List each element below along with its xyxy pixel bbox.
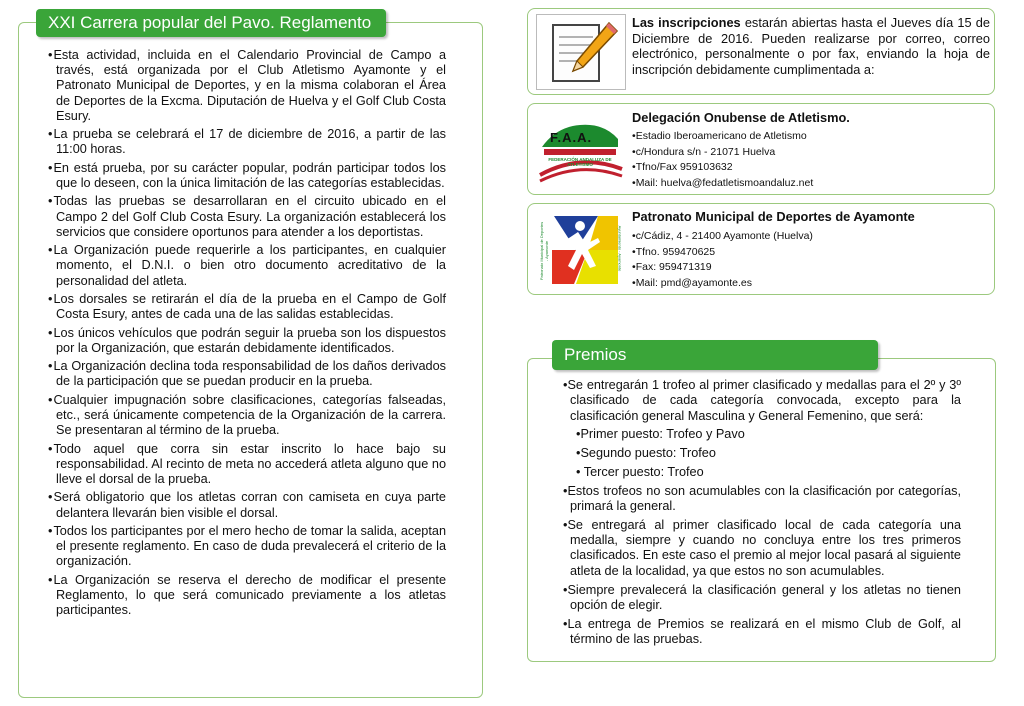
delegacion-title: Delegación Onubense de Atletismo. <box>632 110 850 125</box>
pmd-ayamonte-logo <box>536 210 624 290</box>
rule-item: • Todos los participantes por el mero hecho de tomar la salida, aceptan el presente reglamento. En caso de duda prevalecerá el criterio de la organización. <box>48 524 446 570</box>
patronato-contact-line: • c/Cádiz, 4 - 21400 Ayamonte (Huelva) <box>632 229 813 245</box>
rule-item: • Los dorsales se retirarán el día de la prueba en el Campo de Golf Costa Esury, antes de cada una de las salidas establecidas. <box>48 292 446 322</box>
faa-logo-subtext: FEDERACIÓN ANDALUZA DE ATLETISMO <box>548 157 612 167</box>
premio-item: • Se entregará al primer clasificado local de cada categoría una medalla, siempre y cuando no concluya entre los tres primeros clasificados. En este caso el premio al mejor local pasará al siguiente atleta de la localidad, ya que estos no son acumulables. <box>563 518 961 579</box>
premio-item: • Primer puesto: Trofeo y Pavo <box>563 427 961 442</box>
delegacion-contact-line: • Tfno/Fax 959103632 <box>632 160 813 176</box>
premio-item: • Siempre prevalecerá la clasificación general y los atletas no tienen opción de elegir. <box>563 583 961 614</box>
rule-item: • Será obligatorio que los atletas corran con camiseta en cuya parte delantera llevarán bien visible el dorsal. <box>48 490 446 520</box>
premio-item: • Estos trofeos no son acumulables con la clasificación por categorías, primará la general. <box>563 484 961 515</box>
rule-item: • La Organización se reserva el derecho de modificar el presente Reglamento, lo que será comunicado previamente a los atletas participantes. <box>48 573 446 619</box>
delegacion-card <box>527 103 995 195</box>
rule-item: • Esta actividad, incluida en el Calendario Provincial de Campo a través, está organizada por el Club Atletismo Ayamonte y el Patronato Municipal de Deportes, y en la misma colaboran el Área de Deportes de la Excma. Diputación de Huelva y el Golf Club Costa Esury. <box>48 48 446 124</box>
pmd-logo-text-left: Patronato Municipal de Deportes - Ayamonte <box>539 221 549 281</box>
delegacion-lines <box>632 129 813 191</box>
inscripciones-card <box>527 8 995 95</box>
pmd-logo-text-right: Ayuntamiento - Ayamonte <box>617 225 623 272</box>
faa-logo <box>536 113 624 185</box>
rule-item: • La Organización declina toda responsabilidad de los daños derivados de la participación que se puedan producir en la prueba. <box>48 359 446 389</box>
inscripciones-text <box>632 15 990 77</box>
patronato-title: Patronato Municipal de Deportes de Ayamonte <box>632 209 915 224</box>
patronato-card <box>527 203 995 295</box>
inscripciones-lead: Las inscripciones <box>632 15 741 30</box>
delegacion-contact-line: • Mail: huelva@fedatletismoandaluz.net <box>632 176 813 192</box>
rule-item: • La prueba se celebrará el 17 de diciembre de 2016, a partir de las 11:00 horas. <box>48 127 446 157</box>
premios-title: Premios <box>552 340 878 370</box>
rule-item: • Todo aquel que corra sin estar inscrito lo hace bajo su responsabilidad. Al recinto de meta no accederá atleta alguno que no lleve el dorsal de la prueba. <box>48 442 446 488</box>
premio-item: • Segundo puesto: Trofeo <box>563 446 961 461</box>
reglamento-title: XXI Carrera popular del Pavo. Reglamento <box>36 9 386 37</box>
premio-item: • Tercer puesto: Trofeo <box>563 465 961 480</box>
rule-item: • En está prueba, por su carácter popular, podrán participar todos los que lo deseen, con la única limitación de las categorías establecidas. <box>48 161 446 191</box>
rule-item: • Cualquier impugnación sobre clasificaciones, categorías falseadas, etc., será únicamente competencia de la Organización de la carrera. Se presentaran al término de la prueba. <box>48 393 446 439</box>
faa-logo-text: F.A.A. <box>550 130 593 145</box>
premio-item: • La entrega de Premios se realizará en el mismo Club de Golf, al término de las pruebas. <box>563 617 961 648</box>
delegacion-contact-line: • c/Hondura s/n - 21071 Huelva <box>632 145 813 161</box>
delegacion-contact-line: • Estadio Iberoamericano de Atletismo <box>632 129 813 145</box>
patronato-lines <box>632 229 813 291</box>
patronato-contact-line: • Tfno. 959470625 <box>632 245 813 261</box>
patronato-contact-line: • Fax: 959471319 <box>632 260 813 276</box>
inscripciones-body: estarán abiertas hasta el Jueves día 15 de Diciembre de 2016. Pueden realizarse por correo, correo electrónico, personalmente o por fax, enviando la hoja de inscripción debidamente cumplimentada a: <box>632 15 990 77</box>
rule-item: • La Organización puede requerirle a los participantes, en cualquier momento, el D.N.I. o bien otro documento acreditativo de la personalidad del atleta. <box>48 243 446 289</box>
premios-list <box>563 378 961 651</box>
reglamento-rules-list <box>48 48 446 622</box>
patronato-contact-line: • Mail: pmd@ayamonte.es <box>632 276 813 292</box>
pencil-paper-icon <box>536 14 626 90</box>
rule-item: • Todas las pruebas se desarrollaran en el circuito ubicado en el Campo 2 del Golf Club Costa Esury. La organización establecerá los servicios que considere oportunos para atender a los deportistas. <box>48 194 446 240</box>
rule-item: • Los únicos vehículos que podrán seguir la prueba son los dispuestos por la Organización, que estarán debidamente identificados. <box>48 326 446 356</box>
premio-item: • Se entregarán 1 trofeo al primer clasificado y medallas para el 2º y 3º clasificado de cada categoría convocada, excepto para la clasificación general Masculina y General Femenino, que será: <box>563 378 961 424</box>
